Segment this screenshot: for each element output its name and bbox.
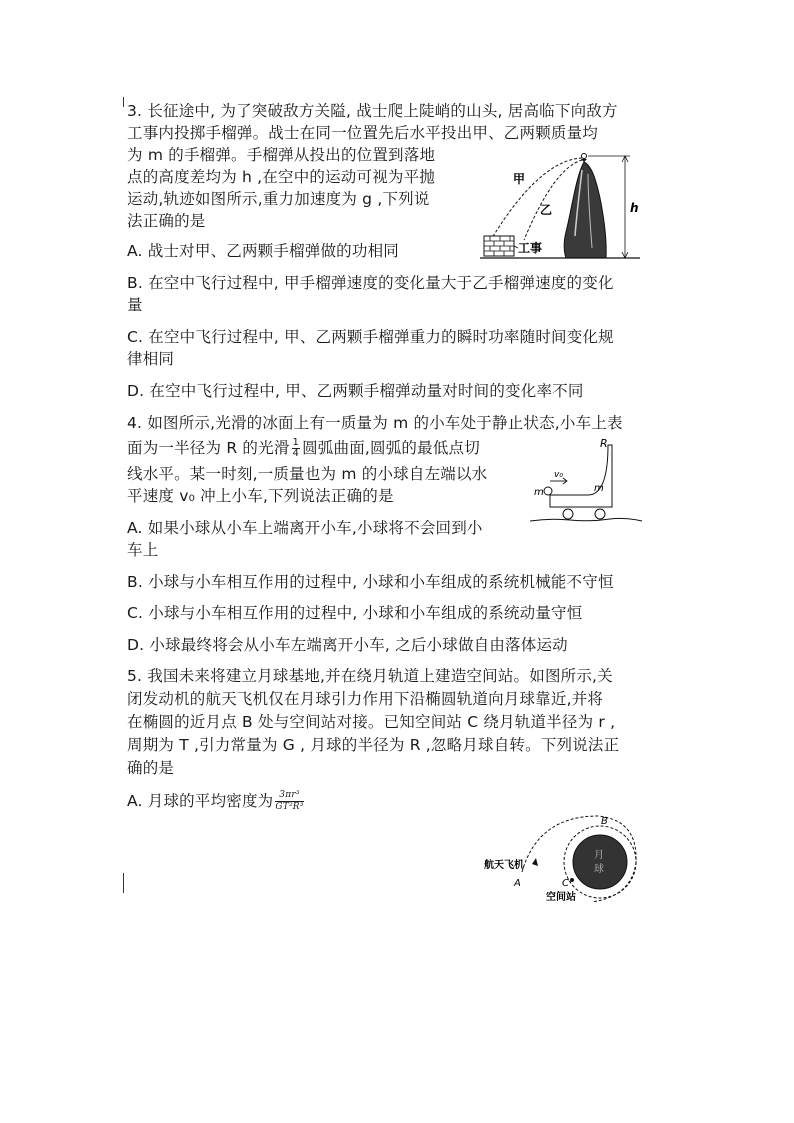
density-denominator: GT²R³ <box>275 802 304 812</box>
margin-mark-bottom <box>123 873 124 893</box>
quarter-fraction <box>292 438 301 459</box>
q3-option-c-line2: 律相同 <box>127 350 175 368</box>
q3-fig-label-gongshi: 工事 <box>518 241 543 255</box>
q3-fig-label-h: h <box>630 201 639 215</box>
q3-fig-label-yi: 乙 <box>540 203 553 217</box>
q4-line3: 线水平。某一时刻,一质量也为 m 的小球自左端以水 <box>127 465 488 483</box>
q3-option-d: D. 在空中飞行过程中, 甲、乙两颗手榴弹动量对时间的变化率不同 <box>127 382 584 400</box>
q5-fig-label-moon-2: 球 <box>594 864 604 875</box>
q5-line2: 闭发动机的航天飞机仅在月球引力作用下沿椭圆轨道向月球靠近,并将 <box>127 690 604 708</box>
q4-line2-post: 圆弧曲面,圆弧的最低点切 <box>302 439 480 457</box>
q5-fig-label-B: B <box>601 816 608 827</box>
q5-option-a <box>127 790 306 813</box>
q4-option-b: B. 小球与小车相互作用的过程中, 小球和小车组成的系统机械能不守恒 <box>127 573 614 591</box>
q3-option-b-line1: B. 在空中飞行过程中, 甲手榴弹速度的变化量大于乙手榴弹速度的变化 <box>127 274 614 292</box>
q4-line2-pre: 面为一半径为 R 的光滑 <box>127 439 290 457</box>
q5-figure-moon-orbit <box>480 810 645 910</box>
q3-line2: 工事内投掷手榴弹。战士在同一位置先后水平投出甲、乙两颗质量均 <box>127 124 599 142</box>
q4-fig-label-m-cart: m <box>594 483 604 494</box>
q4-line4: 平速度 v₀ 冲上小车,下列说法正确的是 <box>127 487 394 505</box>
q3-line5: 运动,轨迹如图所示,重力加速度为 g ,下列说 <box>127 190 430 208</box>
q4-option-a-line2: 车上 <box>127 541 159 559</box>
q4-figure-cart-and-ball <box>530 435 645 525</box>
fraction-numerator: 1 <box>292 437 300 448</box>
q4-option-d: D. 小球最终将会从小车左端离开小车, 之后小球做自由落体运动 <box>127 636 568 654</box>
q3-line6: 法正确的是 <box>127 212 206 230</box>
q3-figure-grenade-trajectory <box>480 148 645 268</box>
q4-fig-label-v0: v₀ <box>554 470 563 480</box>
q4-fig-label-m-ball: m <box>534 487 544 498</box>
density-numerator: 3πr³ <box>275 790 303 802</box>
q5-line5: 确的是 <box>127 759 175 777</box>
q3-option-c-line1: C. 在空中飞行过程中, 甲、乙两颗手榴弹重力的瞬时功率随时间变化规 <box>127 328 614 346</box>
q5-line1: 5. 我国未来将建立月球基地,并在绕月轨道上建造空间站。如图所示,关 <box>127 667 613 685</box>
q3-option-b-line2: 量 <box>127 296 143 314</box>
q3-line4: 点的高度差均为 h ,在空中的运动可视为平抛 <box>127 168 436 186</box>
density-fraction <box>275 790 303 813</box>
q5-fig-label-C: C <box>562 878 569 889</box>
q4-line2 <box>127 437 480 459</box>
q4-option-c: C. 小球与小车相互作用的过程中, 小球和小车组成的系统动量守恒 <box>127 604 583 622</box>
q5-fig-label-shuttle: 航天飞机 <box>484 860 524 871</box>
q5-option-a-pre: A. 月球的平均密度为 <box>127 792 274 810</box>
q4-option-a-line1: A. 如果小球从小车上端离开小车,小球将不会回到小 <box>127 519 483 537</box>
margin-mark-top <box>123 97 124 107</box>
q3-line1: 3. 长征途中, 为了突破敌方关隘, 战士爬上陡峭的山头, 居高临下向敌方 <box>127 102 618 120</box>
q3-fig-label-jia: 甲 <box>513 172 526 186</box>
q5-fig-label-A: A <box>514 878 521 889</box>
q5-line3: 在椭圆的近月点 B 处与空间站对接。已知空间站 C 绕月轨道半径为 r , <box>127 713 616 731</box>
q5-fig-label-station: 空间站 <box>546 892 576 903</box>
q4-line1: 4. 如图所示,光滑的冰面上有一质量为 m 的小车处于静止状态,小车上表 <box>127 414 623 432</box>
fraction-denominator: 4 <box>292 448 300 459</box>
q4-fig-label-R: R <box>600 437 608 450</box>
q3-option-a: A. 战士对甲、乙两颗手榴弹做的功相同 <box>127 242 399 260</box>
q3-line3: 为 m 的手榴弹。手榴弹从投出的位置到落地 <box>127 146 436 164</box>
q5-line4: 周期为 T ,引力常量为 G , 月球的半径为 R ,忽略月球自转。下列说法正 <box>127 736 620 754</box>
q5-fig-label-moon-1: 月 <box>594 850 604 861</box>
